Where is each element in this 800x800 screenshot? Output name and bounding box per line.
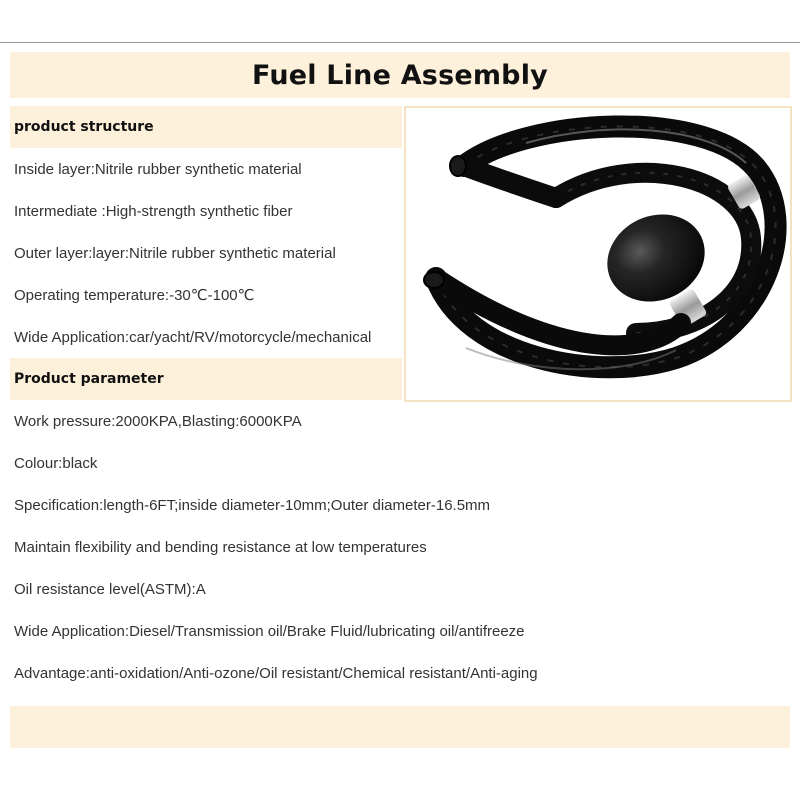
top-divider [0,42,800,43]
bottom-band [10,706,790,748]
spec-item-wide-application: Wide Application:car/yacht/RV/motorcycle/mechanical [14,328,372,346]
spec-item-inside-layer: Inside layer:Nitrile rubber synthetic material [14,160,302,178]
page-title: Fuel Line Assembly [252,59,548,91]
param-item-wide-application: Wide Application:Diesel/Transmission oil/Brake Fluid/lubricating oil/antifreeze [14,622,525,640]
product-image-frame [404,106,792,402]
param-item-work-pressure: Work pressure:2000KPA,Blasting:6000KPA [14,412,302,430]
param-item-oil-resistance: Oil resistance level(ASTM):A [14,580,206,598]
section-header-structure: product structure [10,106,402,148]
section-header-parameter: Product parameter [10,358,402,400]
param-item-specification: Specification:length-6FT;inside diameter-10mm;Outer diameter-16.5mm [14,496,491,514]
spec-item-outer-layer: Outer layer:layer:Nitrile rubber synthetic material [14,244,336,262]
param-item-advantage: Advantage:anti-oxidation/Anti-ozone/Oil resistant/Chemical resistant/Anti-aging [14,664,538,682]
fuel-hose-icon [406,108,790,400]
spec-item-intermediate: Intermediate :High-strength synthetic fiber [14,202,293,220]
param-item-colour: Colour:black [14,454,98,472]
spec-item-operating-temperature: Operating temperature:-30℃-100℃ [14,287,255,304]
param-item-flexibility: Maintain flexibility and bending resistance at low temperatures [14,538,427,556]
title-bar [10,52,790,98]
